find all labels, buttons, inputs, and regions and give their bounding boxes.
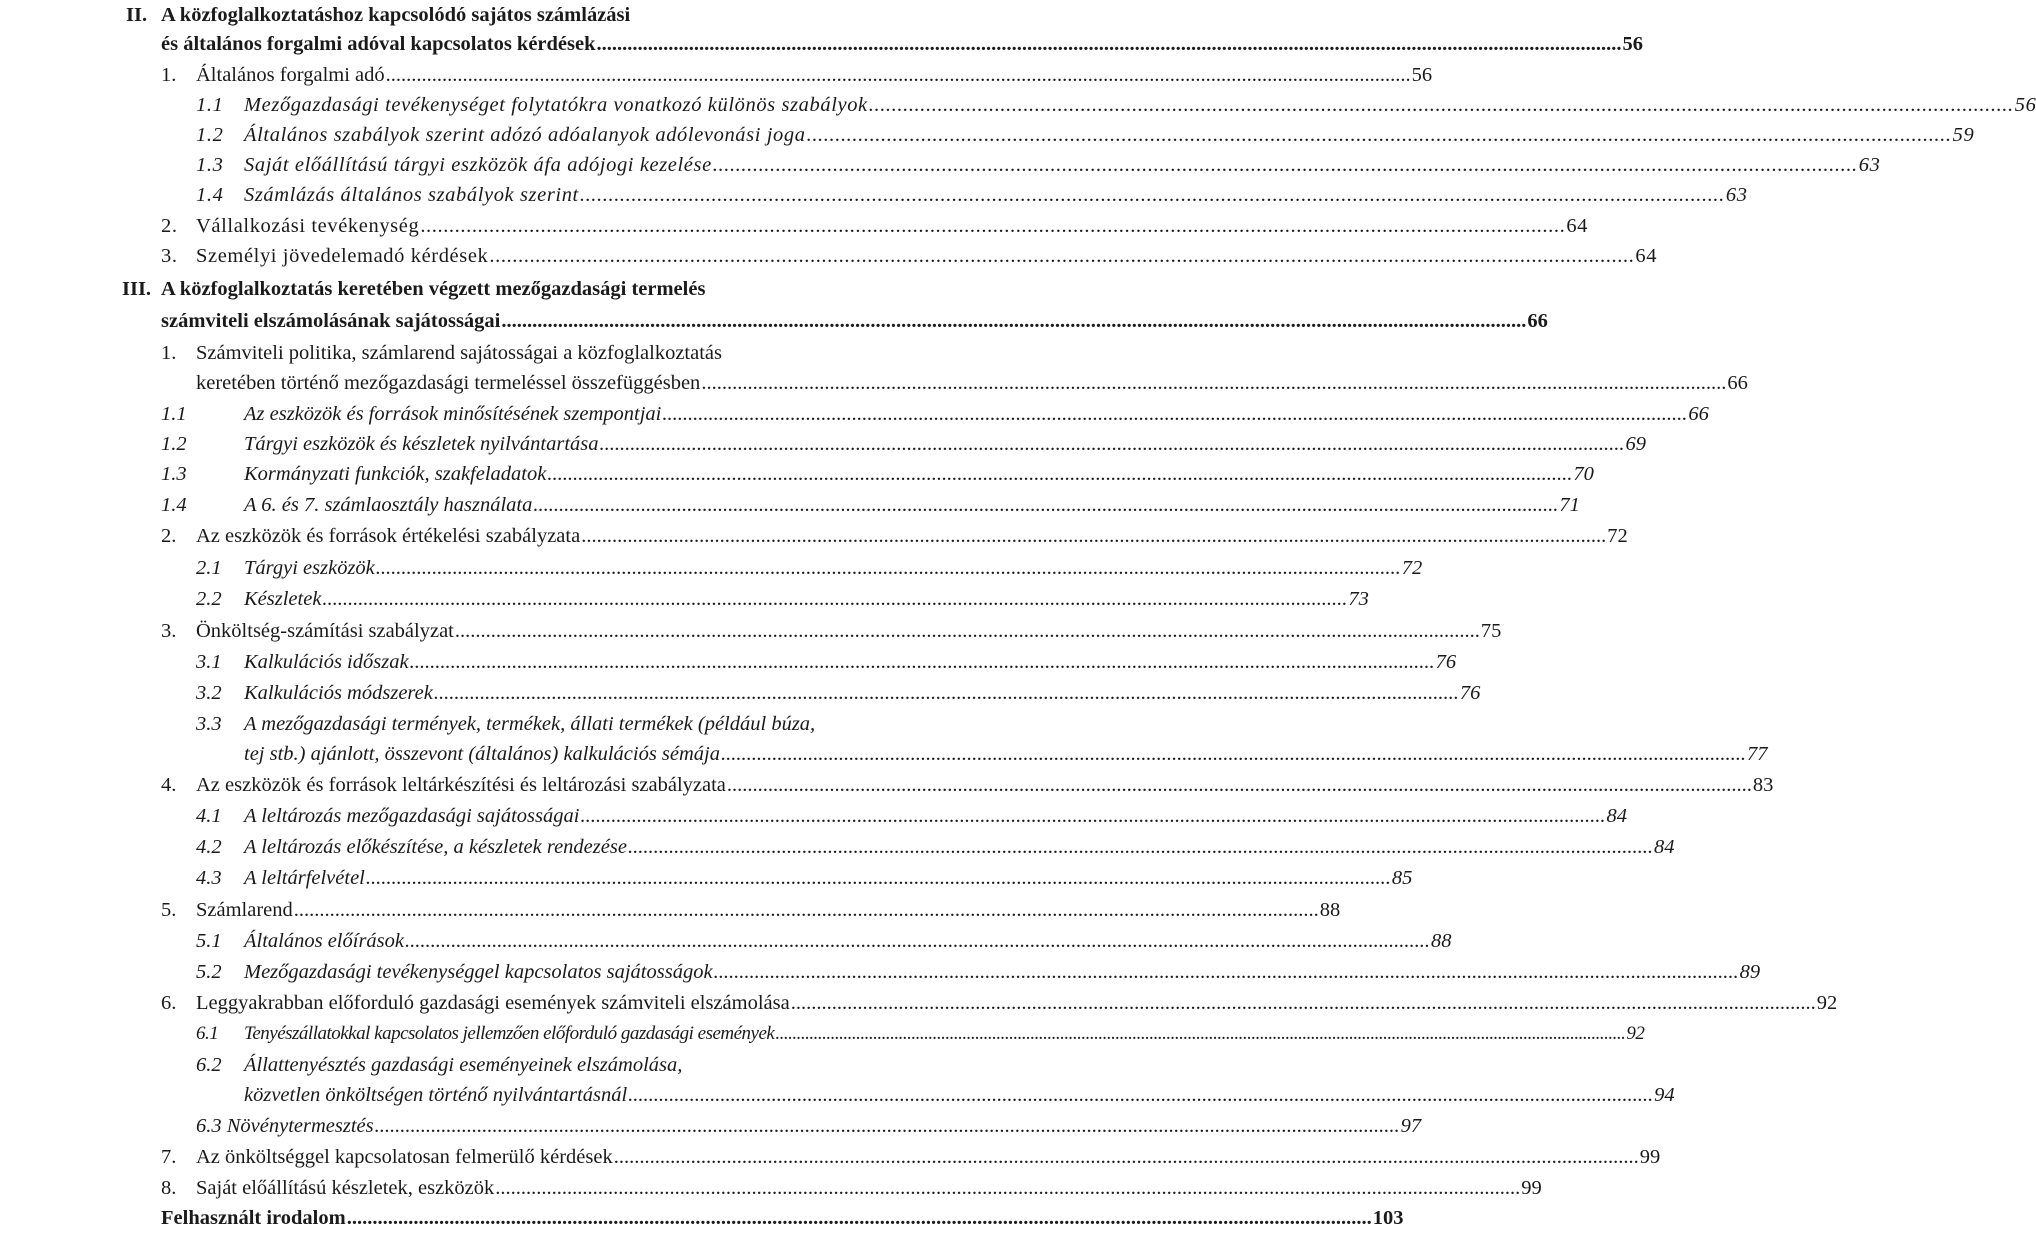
- toc-dot-leader: ........................................................................................................................................................................................................: [627, 836, 1653, 858]
- toc-entry-title: A leltárfelvétel: [244, 867, 365, 889]
- toc-dot-leader: ........................................................................................................................................................................................................: [712, 154, 1858, 176]
- toc-entry-number: 1.1: [161, 403, 187, 425]
- toc-entry-title: Vállalkozási tevékenység: [196, 215, 420, 237]
- toc-entry: [0, 1142, 1661, 1172]
- toc-entry: [0, 60, 1433, 90]
- toc-entry-number: 3.1: [196, 651, 222, 673]
- toc-entry: [0, 90, 2036, 120]
- toc-entry: [0, 459, 1594, 489]
- toc-entry-page-number: 84: [1653, 836, 1675, 858]
- toc-dot-leader: ........................................................................................................................................................................................................: [322, 588, 1348, 610]
- toc-entry-number: 1.: [161, 64, 177, 86]
- toc-entry: [0, 429, 1646, 459]
- toc-dot-leader: ........................................................................................................................................................................................................: [790, 992, 1816, 1014]
- toc-entry-title: Általános szabályok szerint adózó adóalanyok adólevonási joga: [244, 124, 806, 146]
- toc-dot-leader: ........................................................................................................................................................................................................: [547, 463, 1573, 485]
- toc-dot-leader: ........................................................................................................................................................................................................: [662, 403, 1688, 425]
- toc-entry: [0, 521, 1628, 551]
- toc-entry-title: Az önköltséggel kapcsolatosan felmerülő kérdések: [196, 1146, 613, 1168]
- toc-entry-page-number: 66: [1527, 310, 1548, 332]
- toc-entry-title: és általános forgalmi adóval kapcsolatos kérdések: [161, 33, 596, 55]
- toc-entry: [0, 957, 1761, 987]
- toc-entry-page-number: 59: [1952, 124, 1975, 146]
- toc-dot-leader: ........................................................................................................................................................................................................: [495, 1177, 1521, 1199]
- toc-entry-title: Készletek: [244, 588, 322, 610]
- toc-entry-title: Az eszközök és források értékelési szabályzata: [196, 525, 581, 547]
- toc-entry-page-number: 71: [1559, 494, 1580, 516]
- toc-dot-leader: ........................................................................................................................................................................................................: [580, 805, 1606, 827]
- toc-entry-title: Állattenyésztés gazdasági eseményeinek elszámolása,: [244, 1054, 683, 1076]
- toc-entry-page-number: 56: [1411, 64, 1433, 86]
- toc-dot-leader: ........................................................................................................................................................................................................: [374, 1115, 1400, 1137]
- toc-entry-number: 1.4: [161, 494, 187, 516]
- toc-entry-number: 6.: [161, 992, 177, 1014]
- toc-entry: [0, 863, 1413, 893]
- toc-entry-page-number: 75: [1480, 620, 1502, 642]
- toc-entry-title: A közfoglalkoztatás keretében végzett mezőgazdasági termelés: [161, 278, 706, 300]
- toc-entry-title: számviteli elszámolásának sajátosságai: [161, 310, 501, 332]
- toc-entry-title: Felhasznált irodalom: [161, 1207, 346, 1229]
- toc-dot-leader: ........................................................................................................................................................................................................: [581, 525, 1607, 547]
- toc-entry: [0, 1203, 1404, 1233]
- toc-entry-page-number: 72: [1401, 557, 1423, 579]
- toc-entry-title: Az eszközök és források leltárkészítési és leltározási szabályzata: [196, 774, 726, 796]
- toc-entry: [0, 616, 1502, 646]
- toc-entry-title: Számlarend: [196, 899, 293, 921]
- toc-entry-number: III.: [122, 278, 152, 300]
- toc-entry-title: Mezőgazdasági tevékenységgel kapcsolatos sajátosságok: [244, 961, 713, 983]
- toc-entry: [0, 241, 1658, 271]
- toc-entry: [0, 1173, 1542, 1203]
- toc-entry-page-number: 76: [1435, 651, 1457, 673]
- toc-entry-title: Leggyakrabban előforduló gazdasági események számviteli elszámolása: [196, 992, 790, 1014]
- toc-entry-number: 4.1: [196, 805, 222, 827]
- toc-entry-title: A leltározás mezőgazdasági sajátosságai: [244, 805, 580, 827]
- toc-dot-leader: ........................................................................................................................................................................................................: [293, 899, 1319, 921]
- toc-entry-number: 5.: [161, 899, 177, 921]
- toc-entry: [0, 306, 1548, 336]
- toc-entry: [0, 490, 1580, 520]
- toc-entry-number: 1.: [161, 342, 177, 364]
- toc-entry: [0, 338, 960, 368]
- toc-entry-number: 2.2: [196, 588, 222, 610]
- toc-entry-page-number: 73: [1348, 588, 1369, 610]
- toc-dot-leader: ........................................................................................................................................................................................................: [420, 215, 1566, 237]
- toc-dot-leader: ........................................................................................................................................................................................................: [613, 1146, 1639, 1168]
- toc-entry-page-number: 88: [1431, 930, 1452, 952]
- toc-entry-page-number: 56: [2014, 94, 2036, 116]
- toc-entry: [0, 1019, 1645, 1049]
- toc-dot-leader: ........................................................................................................................................................................................................: [346, 1207, 1372, 1229]
- toc-entry-page-number: 63: [1725, 184, 1748, 206]
- toc-entry: [0, 801, 1627, 831]
- toc-entry-page-number: 89: [1739, 961, 1761, 983]
- toc-entry-page-number: 99: [1639, 1146, 1661, 1168]
- toc-dot-leader: ........................................................................................................................................................................................................: [596, 33, 1622, 55]
- toc-entry-number: 4.3: [196, 867, 222, 889]
- toc-entry-number: 3.: [161, 245, 178, 267]
- toc-entry: [0, 895, 1341, 925]
- toc-dot-leader: ........................................................................................................................................................................................................: [405, 930, 1431, 952]
- toc-dot-leader: ........................................................................................................................................................................................................: [385, 64, 1411, 86]
- toc-entry-page-number: 92: [1816, 992, 1838, 1014]
- toc-entry-title: Kormányzati funkciók, szakfeladatok: [244, 463, 547, 485]
- toc-entry: [0, 1050, 960, 1080]
- toc-dot-leader: ........................................................................................................................................................................................................: [489, 245, 1635, 267]
- toc-entry: [0, 150, 1881, 180]
- toc-entry-number: 1.3: [196, 154, 224, 176]
- toc-entry-page-number: 64: [1566, 215, 1589, 237]
- toc-entry-page-number: 99: [1521, 1177, 1542, 1199]
- toc-dot-leader: ........................................................................................................................................................................................................: [579, 184, 1725, 206]
- toc-entry-page-number: 77: [1747, 743, 1768, 765]
- toc-dot-leader: ........................................................................................................................................................................................................: [501, 310, 1527, 332]
- toc-entry-number: 6.1: [196, 1023, 219, 1044]
- toc-entry-title: Tárgyi eszközök és készletek nyilvántartása: [244, 433, 599, 455]
- toc-entry: [0, 0, 960, 30]
- toc-entry-page-number: 76: [1459, 682, 1481, 704]
- toc-entry-page-number: 63: [1858, 154, 1881, 176]
- toc-entry-title: Számlázás általános szabályok szerint: [244, 184, 579, 206]
- toc-dot-leader: ........................................................................................................................................................................................................: [701, 372, 1727, 394]
- toc-entry: [0, 399, 1709, 429]
- toc-entry: [0, 988, 1838, 1018]
- toc-entry-page-number: 56: [1622, 33, 1643, 55]
- toc-entry-page-number: 88: [1319, 899, 1341, 921]
- toc-dot-leader: ........................................................................................................................................................................................................: [454, 620, 1480, 642]
- toc-entry: [0, 368, 1748, 398]
- toc-entry-page-number: 66: [1727, 372, 1748, 394]
- toc-entry-title: A közfoglalkoztatáshoz kapcsolódó sajátos számlázási: [161, 4, 631, 26]
- toc-entry: [0, 678, 1481, 708]
- toc-entry-number: 1.1: [196, 94, 224, 116]
- toc-entry-page-number: 70: [1573, 463, 1594, 485]
- toc-entry-number: 5.2: [196, 961, 222, 983]
- toc-dot-leader: ........................................................................................................................................................................................................: [533, 494, 1559, 516]
- toc-entry-title: Saját előállítású tárgyi eszközök áfa adójogi kezelése: [244, 154, 712, 176]
- toc-dot-leader: ........................................................................................................................................................................................................: [433, 682, 1459, 704]
- toc-entry-page-number: 84: [1606, 805, 1627, 827]
- toc-dot-leader: ........................................................................................................................................................................................................: [409, 651, 1435, 673]
- toc-entry-number: 1.4: [196, 184, 224, 206]
- toc-entry-number: 1.3: [161, 463, 187, 485]
- toc-entry-number: 4.: [161, 774, 177, 796]
- toc-entry-title: Mezőgazdasági tevékenységet folytatókra vonatkozó különös szabályok: [244, 94, 868, 116]
- toc-entry-number: 3.: [161, 620, 177, 642]
- toc-entry: [0, 120, 1975, 150]
- toc-entry-number: 3.2: [196, 682, 222, 704]
- toc-entry: [0, 584, 1369, 614]
- toc-entry: [0, 180, 1748, 210]
- toc-dot-leader: ........................................................................................................................................................................................................: [599, 433, 1625, 455]
- toc-entry-page-number: 94: [1654, 1084, 1675, 1106]
- toc-dot-leader: ........................................................................................................................................................................................................: [726, 774, 1752, 796]
- toc-dot-leader: ........................................................................................................................................................................................................: [868, 94, 2014, 116]
- toc-entry-number: II.: [126, 4, 148, 26]
- toc-entry-number: 2.: [161, 215, 178, 237]
- toc-entry-title: Számviteli politika, számlarend sajátosságai a közfoglalkoztatás: [196, 342, 722, 364]
- toc-entry-title: A leltározás előkészítése, a készletek rendezése: [244, 836, 627, 858]
- toc-entry-number: 5.1: [196, 930, 222, 952]
- toc-entry-number: 8.: [161, 1177, 177, 1199]
- toc-entry-number: 2.: [161, 525, 177, 547]
- toc-entry-title: A mezőgazdasági termények, termékek, állati termékek (például búza,: [244, 713, 816, 735]
- toc-entry: [0, 274, 960, 304]
- toc-entry-number: 6.2: [196, 1054, 222, 1076]
- toc-entry: [0, 832, 1675, 862]
- toc-entry-page-number: 97: [1400, 1115, 1422, 1137]
- toc-entry-title: keretében történő mezőgazdasági termeléssel összefüggésben: [196, 372, 701, 394]
- toc-dot-leader: ........................................................................................................................................................................................................: [775, 1023, 1626, 1044]
- toc-dot-leader: ........................................................................................................................................................................................................: [713, 961, 1739, 983]
- toc-entry-page-number: 72: [1607, 525, 1628, 547]
- toc-entry-title: Általános előírások: [244, 930, 405, 952]
- toc-entry-number: 2.1: [196, 557, 222, 579]
- toc-entry-title: 6.3 Növénytermesztés: [196, 1115, 374, 1137]
- toc-entry-title: Tárgyi eszközök: [244, 557, 375, 579]
- toc-entry-number: 3.3: [196, 713, 222, 735]
- toc-entry-page-number: 83: [1752, 774, 1774, 796]
- toc-dot-leader: ........................................................................................................................................................................................................: [375, 557, 1401, 579]
- toc-entry: [0, 1080, 1675, 1110]
- toc-entry-title: közvetlen önköltségen történő nyilvántartásnál: [244, 1084, 628, 1106]
- toc-entry-title: Önköltség-számítási szabályzat: [196, 620, 454, 642]
- toc-dot-leader: ........................................................................................................................................................................................................: [721, 743, 1747, 765]
- toc-entry-number: 1.2: [161, 433, 187, 455]
- toc-entry: [0, 709, 960, 739]
- toc-entry: [0, 770, 1774, 800]
- toc-entry-page-number: 66: [1688, 403, 1709, 425]
- toc-entry: [0, 1111, 1422, 1141]
- toc-entry-page-number: 64: [1635, 245, 1658, 267]
- toc-entry: [0, 739, 1768, 769]
- toc-entry-page-number: 85: [1391, 867, 1413, 889]
- toc-entry-title: Kalkulációs időszak: [244, 651, 409, 673]
- toc-dot-leader: ........................................................................................................................................................................................................: [628, 1084, 1654, 1106]
- toc-entry: [0, 29, 1643, 59]
- toc-entry-title: Az eszközök és források minősítésének szempontjai: [244, 403, 662, 425]
- toc-entry: [0, 211, 1589, 241]
- toc-entry-title: Kalkulációs módszerek: [244, 682, 433, 704]
- toc-entry-page-number: 103: [1372, 1207, 1404, 1229]
- toc-entry: [0, 926, 1452, 956]
- toc-entry: [0, 553, 1423, 583]
- toc-entry-number: 1.2: [196, 124, 224, 146]
- toc-entry-number: 4.2: [196, 836, 222, 858]
- toc-dot-leader: ........................................................................................................................................................................................................: [365, 867, 1391, 889]
- toc-entry-page-number: 69: [1625, 433, 1646, 455]
- toc-entry-title: Személyi jövedelemadó kérdések: [196, 245, 489, 267]
- toc-entry: [0, 647, 1457, 677]
- toc-entry-page-number: 92: [1626, 1023, 1645, 1044]
- toc-entry-title: Saját előállítású készletek, eszközök: [196, 1177, 495, 1199]
- toc-entry-title: A 6. és 7. számlaosztály használata: [244, 494, 533, 516]
- toc-entry-title: tej stb.) ajánlott, összevont (általános) kalkulációs sémája: [244, 743, 721, 765]
- toc-dot-leader: ........................................................................................................................................................................................................: [806, 124, 1952, 146]
- toc-entry-title: Tenyészállatokkal kapcsolatos jellemzően előforduló gazdasági események: [244, 1023, 775, 1044]
- toc-entry-title: Általános forgalmi adó: [196, 64, 385, 86]
- toc-entry-number: 7.: [161, 1146, 177, 1168]
